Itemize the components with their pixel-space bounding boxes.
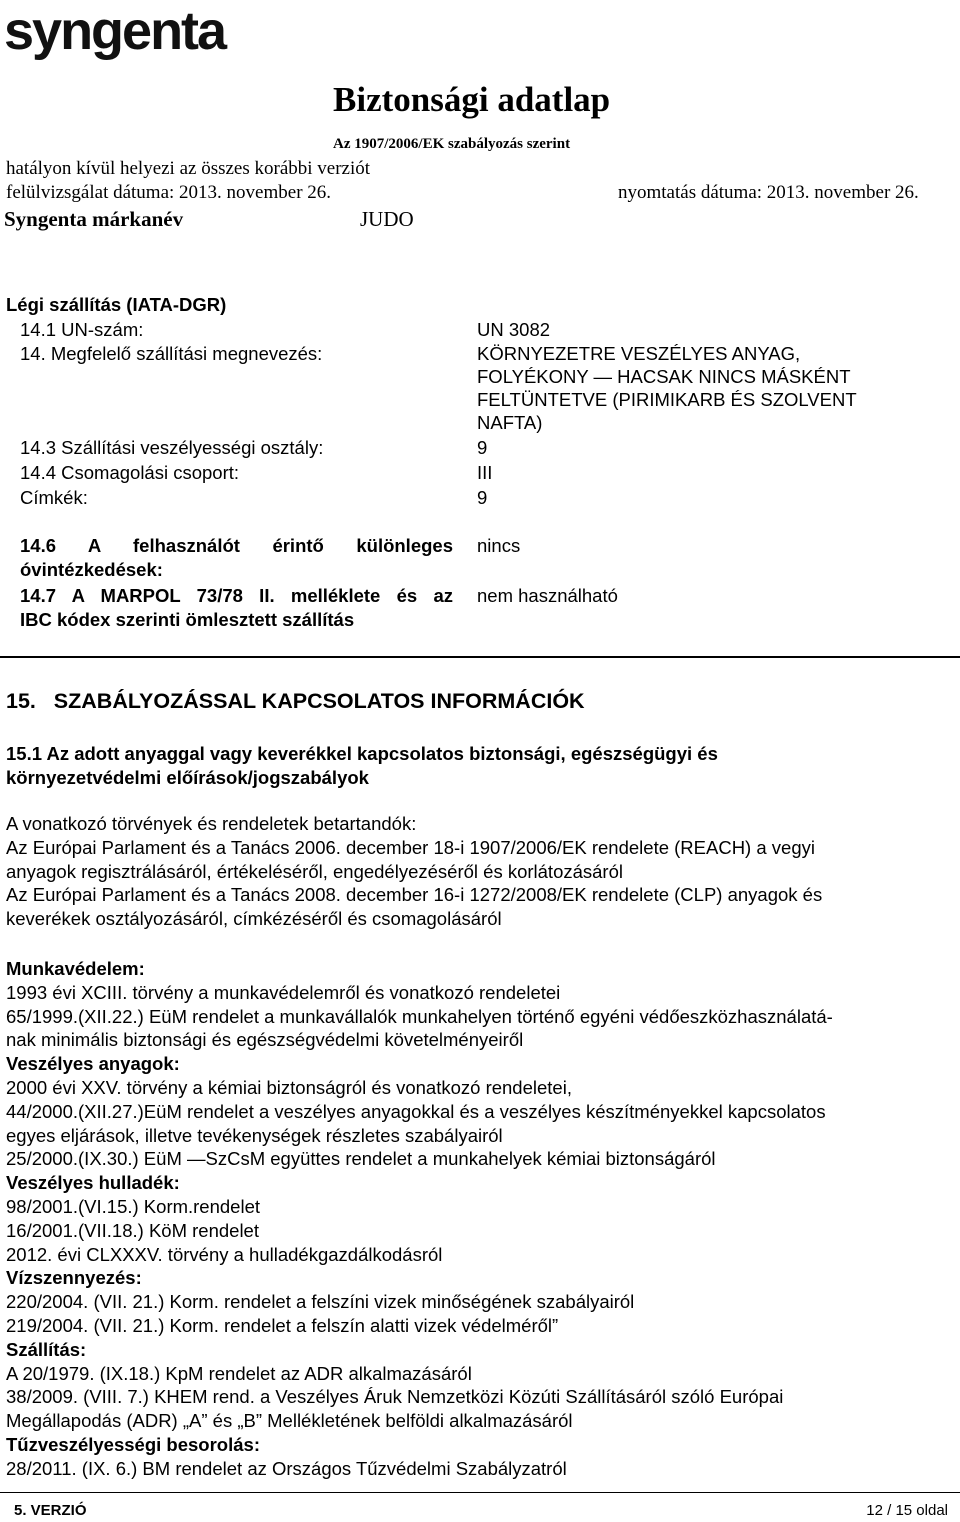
block-line: 44/2000.(XII.27.)EüM rendelet a veszélyes anyagokkal és a veszélyes készítményekkel kapcsolatos xyxy=(6,1100,826,1122)
block-line: 219/2004. (VII. 21.) Korm. rendelet a felszín alatti vizek védelméről” xyxy=(6,1314,559,1336)
block-title-transport: Szállítás: xyxy=(6,1338,87,1360)
block-title-water-pollution: Vízszennyezés: xyxy=(6,1267,142,1289)
brand-label: Syngenta márkanév xyxy=(4,207,184,231)
regulations-intro xyxy=(6,812,822,931)
hazard-class-label: 14.3 Szállítási veszélyességi osztály: xyxy=(20,437,324,458)
marpol-value: nem használható xyxy=(477,585,618,606)
un-number-label: 14.1 UN-szám: xyxy=(20,319,144,340)
supersedes-note: hatályon kívül helyezi az összes korábbi verziót xyxy=(6,158,371,179)
intro-line: Az Európai Parlament és a Tanács 2008. december 16-i 1272/2008/EK rendelete (CLP) anyagok és xyxy=(6,884,823,906)
air-transport-heading: Légi szállítás (IATA-DGR) xyxy=(6,294,227,315)
packing-group-label: 14.4 Csomagolási csoport: xyxy=(20,462,240,483)
shipping-name-line-1: KÖRNYEZETRE VESZÉLYES ANYAG, xyxy=(477,343,801,364)
block-line: 25/2000.(IX.30.) EüM —SzCsM együttes rendelet a munkahelyek kémiai biztonságáról xyxy=(6,1148,716,1170)
syngenta-logo: syngenta xyxy=(4,1,226,61)
product-name: JUDO xyxy=(360,207,414,231)
subsection-15-1-line-1: 15.1 Az adott anyaggal vagy keverékkel kapcsolatos biztonsági, egészségügyi és xyxy=(6,743,718,764)
regulation-reference: Az 1907/2006/EK szabályozás szerint xyxy=(333,136,571,152)
document-title: Biztonsági adatlap xyxy=(333,80,611,119)
labels-label: Címkék: xyxy=(20,487,88,508)
shipping-name-line-3: FELTÜNTETVE (PIRIMIKARB ÉS SZOLVENT xyxy=(477,389,857,410)
block-line: 16/2001.(VII.18.) KöM rendelet xyxy=(6,1219,259,1241)
block-title-hazardous-waste: Veszélyes hulladék: xyxy=(6,1172,180,1194)
intro-line: anyagok regisztrálásáról, értékeléséről, engedélyezéséről és korlátozásáról xyxy=(6,860,623,882)
un-number-value: UN 3082 xyxy=(477,319,551,340)
intro-line: Az Európai Parlament és a Tanács 2006. december 18-i 1907/2006/EK rendelete (REACH) a vegyi xyxy=(6,836,815,858)
special-precautions-value: nincs xyxy=(477,535,521,556)
intro-line: keverékek osztályozásáról, címkézéséről és csomagolásáról xyxy=(6,908,502,930)
special-precautions-label-line-1: 14.6 A felhasználót érintő különleges xyxy=(20,535,453,556)
block-title-occupational-safety: Munkavédelem: xyxy=(6,958,145,979)
block-line: A 20/1979. (IX.18.) KpM rendelet az ADR alkalmazásáról xyxy=(6,1362,472,1384)
print-date: nyomtatás dátuma: 2013. november 26. xyxy=(618,182,919,203)
shipping-name-line-2: FOLYÉKONY — HACSAK NINCS MÁSKÉNT xyxy=(477,366,851,387)
labels-value: 9 xyxy=(477,487,488,508)
section-15-heading: 15. SZABÁLYOZÁSSAL KAPCSOLATOS INFORMÁCIÓK xyxy=(6,689,585,713)
footer-divider xyxy=(0,1492,960,1493)
block-line: 65/1999.(XII.22.) EüM rendelet a munkavállalók munkahelyen történő egyéni védőeszközhasználatá- xyxy=(6,1005,833,1027)
block-line: egyes eljárások, illetve tevékenységek részletes szabályairól xyxy=(6,1124,503,1146)
block-line: 2012. évi CLXXXV. törvény a hulladékgazdálkodásról xyxy=(6,1243,443,1265)
block-line: 2000 évi XXV. törvény a kémiai biztonságról és vonatkozó rendeletei, xyxy=(6,1076,572,1098)
regulation-blocks xyxy=(6,957,833,1481)
block-line: 28/2011. (IX. 6.) BM rendelet az Országos Tűzvédelmi Szabályzatról xyxy=(6,1457,567,1479)
special-precautions-label-line-2: óvintézkedések: xyxy=(20,559,163,580)
section-divider xyxy=(0,656,960,658)
hazard-class-value: 9 xyxy=(477,437,488,458)
packing-group-value: III xyxy=(477,462,493,483)
intro-line: A vonatkozó törvények és rendeletek betartandók: xyxy=(6,813,417,834)
marpol-label-line-1: 14.7 A MARPOL 73/78 II. melléklete és az xyxy=(20,585,453,606)
block-line: 1993 évi XCIII. törvény a munkavédelemről és vonatkozó rendeletei xyxy=(6,981,561,1003)
revision-date: felülvizsgálat dátuma: 2013. november 26. xyxy=(6,182,332,203)
shipping-name-label: 14. Megfelelő szállítási megnevezés: xyxy=(20,343,323,364)
block-line: 38/2009. (VIII. 7.) KHEM rend. a Veszélyes Áruk Nemzetközi Közúti Szállításáról szóló Európai xyxy=(6,1386,784,1408)
page-number: 12 / 15 oldal xyxy=(866,1502,948,1519)
block-title-hazardous-substances: Veszélyes anyagok: xyxy=(6,1053,180,1075)
block-line: 98/2001.(VI.15.) Korm.rendelet xyxy=(6,1195,261,1217)
block-line: nak minimális biztonsági és egészségvédelmi követelményeiről xyxy=(6,1029,524,1051)
block-title-fire-classification: Tűzveszélyességi besorolás: xyxy=(6,1433,260,1455)
block-line: Megállapodás (ADR) „A” és „B” Mellékletének belföldi alkalmazásáról xyxy=(6,1410,573,1432)
shipping-name-line-4: NAFTA) xyxy=(477,412,543,433)
subsection-15-1-line-2: környezetvédelmi előírások/jogszabályok xyxy=(6,767,369,788)
marpol-label-line-2: IBC kódex szerinti ömlesztett szállítás xyxy=(20,609,355,630)
block-line: 220/2004. (VII. 21.) Korm. rendelet a felszíni vizek minőségének szabályairól xyxy=(6,1291,635,1313)
version-label: 5. VERZIÓ xyxy=(14,1502,87,1519)
